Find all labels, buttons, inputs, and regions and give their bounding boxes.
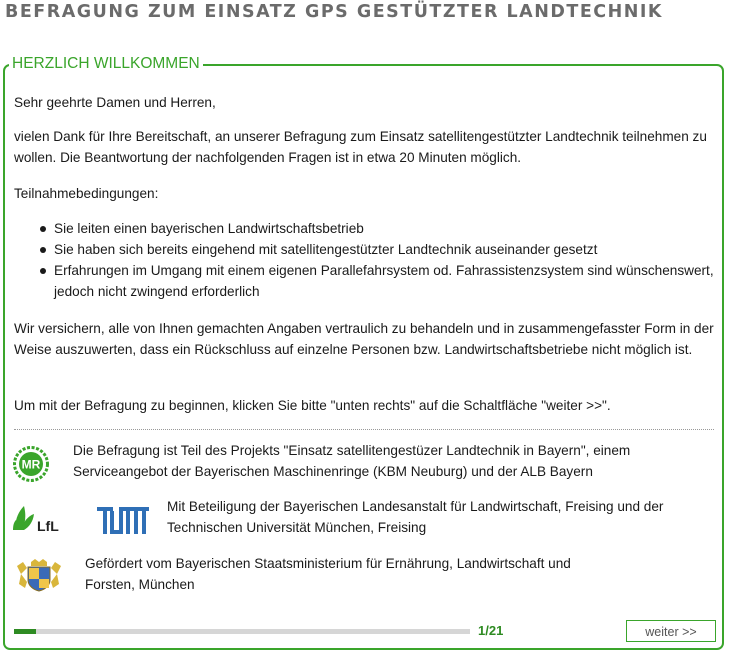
list-item: Erfahrungen im Umgang mit einem eigenen Parallefahrsystem od. Fahrassistenzsystem sind wünschenswert, jedoch nicht zwingend erforderlich (54, 260, 730, 302)
lfl-partner-text: Mit Beteiligung der Bayerischen Landesanstalt für Landwirtschaft, Freising und der Technischen Universität München, Freising (167, 499, 664, 535)
ministry-text: Gefördert vom Bayerischen Staatsministerium für Ernährung, Landwirtschaft und Forsten, München (85, 556, 571, 592)
greeting-text: Sehr geehrte Damen und Herren, (14, 95, 216, 110)
mr-logo-text: MR (21, 457, 41, 472)
progress-bar (14, 629, 470, 634)
instruction-text: Um mit der Befragung zu beginnen, klicken Sie bitte "unten rechts" auf die Schaltfläche "weiter >>". (14, 398, 611, 413)
list-item: Sie haben sich bereits eingehend mit satellitengestützter Landtechnik auseinander gesetzt (54, 239, 730, 260)
page-counter: 1/21 (478, 623, 504, 638)
bavarian-crest-icon (13, 558, 65, 592)
panel-legend: HERZLICH WILLKOMMEN (9, 54, 203, 74)
next-button[interactable]: weiter >> (626, 620, 716, 642)
privacy-text: Wir versichern, alle von Ihnen gemachten Angaben vertraulich zu behandeln und in zusammengefasster Form in der Weise auszuwerten, dass ein Rückschluss auf einzelne Personen bzw. Landwirtschaftsbetriebe nicht möglich ist. (14, 321, 714, 357)
divider (14, 429, 714, 430)
mr-partner-text: Die Befragung ist Teil des Projekts "Einsatz satellitengestüzer Landtechnik in Bayern", einem Serviceangebot der Bayerischen Maschinenringe (KBM Neuburg) und der ALB Bayern (73, 443, 631, 479)
conditions-list (14, 218, 730, 302)
conditions-heading: Teilnahmebedingungen: (14, 186, 159, 201)
maschinenring-logo (13, 446, 49, 482)
lfl-logo-text: LfL (37, 518, 59, 534)
intro-text: vielen Dank für Ihre Bereitschaft, an unserer Befragung zum Einsatz satellitengestützter Landtechnik teilnehmen zu wollen. Die Beantwortung der nachfolgenden Fragen ist in etwa 20 Minuten möglich. (14, 129, 707, 165)
list-item: Sie leiten einen bayerischen Landwirtschaftsbetrieb (54, 218, 730, 239)
tum-logo (97, 507, 149, 534)
lfl-logo (12, 500, 68, 536)
page-title: BEFRAGUNG ZUM EINSATZ GPS GESTÜTZTER LANDTECHNIK (5, 2, 663, 22)
progress-fill (14, 629, 36, 634)
